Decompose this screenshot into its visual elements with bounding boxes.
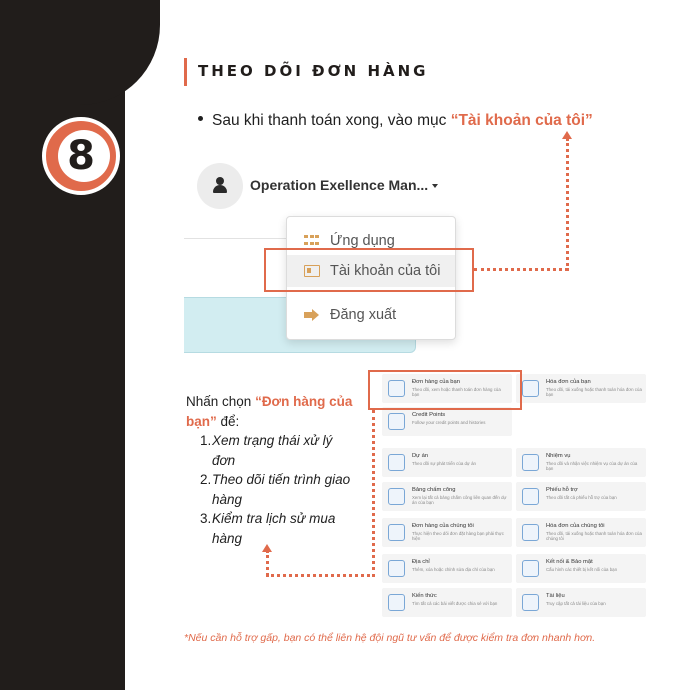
service-desc: Cấu hình các thiết bị kết nối của bạn: [546, 567, 618, 572]
package-icon: [388, 524, 405, 541]
highlight-box-your-orders: [368, 370, 522, 410]
menu-item-label: Tài khoản của tôi: [330, 263, 441, 279]
service-card-timesheets[interactable]: [382, 482, 512, 511]
service-desc: Follow your credit points and histories: [412, 420, 486, 425]
arrow-up-icon: [262, 544, 272, 552]
service-card-credit-points[interactable]: [382, 407, 512, 436]
bullet-dot: [198, 116, 203, 121]
book-icon: [388, 594, 405, 611]
logout-icon: [304, 309, 320, 321]
dotted-connector-right: [372, 410, 375, 577]
bullet-highlight: “Tài khoản của tôi”: [450, 112, 593, 129]
dotted-connector-vertical: [566, 138, 569, 271]
step-index: 3.: [200, 511, 212, 526]
dotted-connector-horizontal: [474, 268, 568, 271]
grid-icon: [304, 235, 320, 247]
service-title: Credit Points: [412, 412, 446, 418]
avatar[interactable]: [197, 163, 243, 209]
bullet-instruction: [198, 112, 593, 130]
menu-item-label: Đăng xuất: [330, 307, 397, 323]
service-card-tasks[interactable]: [516, 448, 646, 477]
step-index: 2.: [200, 472, 212, 487]
instruction-step: [186, 470, 356, 509]
dotted-connector-bottom: [266, 574, 375, 577]
service-desc: Theo dõi, tải xuống hoặc thanh toán hóa đơn của chúng tôi: [546, 531, 642, 542]
order-instructions: [186, 392, 356, 548]
dotted-connector-up: [266, 550, 269, 576]
footnote: *Nếu cần hỗ trợ gấp, bạn có thể liên hệ đội ngũ tư vấn để được kiểm tra đơn nhanh hơn.: [184, 632, 596, 644]
user-icon: [216, 177, 224, 185]
highlight-box-my-account: [264, 248, 474, 292]
arrow-up-icon: [562, 131, 572, 139]
service-title: Hóa đơn của bạn: [546, 379, 591, 385]
user-icon-body: [213, 185, 227, 193]
service-title: Kiến thức: [412, 593, 437, 599]
service-title: Đơn hàng của chúng tôi: [412, 523, 474, 529]
service-title: Kết nối & Bảo mật: [546, 559, 593, 565]
service-desc: Theo dõi, tải xuống hoặc thanh toán hóa đơn của bạn: [546, 387, 642, 398]
antenna-icon: [522, 560, 539, 577]
instruction-highlight: “Đơn hàng của bạn”: [186, 394, 353, 429]
service-card-security[interactable]: [516, 554, 646, 583]
section-title: THEO DÕI ĐƠN HÀNG: [198, 62, 429, 80]
decorative-notch: [80, 0, 160, 105]
bullet-text: Sau khi thanh toán xong, vào mục: [212, 112, 451, 129]
service-title: Đơn hàng của bạn: [412, 379, 460, 385]
service-card-projects[interactable]: [382, 448, 512, 477]
service-title: Nhiệm vụ: [546, 453, 571, 459]
step-text: Theo dõi tiến trình giao hàng: [212, 472, 351, 507]
instruction-prefix: Nhấn chọn: [186, 394, 256, 409]
service-title: Phiếu hỗ trợ: [546, 487, 578, 493]
instruction-steps: [186, 431, 356, 548]
title-accent-bar: [184, 58, 187, 86]
service-desc: Thêm, xóa hoặc chỉnh sửa địa chỉ của bạn: [412, 567, 495, 572]
service-card-purchase-orders[interactable]: [382, 518, 512, 547]
instruction-step: [186, 431, 356, 470]
location-icon: [388, 560, 405, 577]
instruction-suffix: để:: [216, 413, 240, 429]
step-text: Xem trạng thái xử lý đơn: [212, 433, 333, 468]
service-desc: Theo dõi tất cả phiếu hỗ trợ của bạn: [546, 495, 617, 500]
headset-icon: [388, 413, 405, 430]
checklist-icon: [522, 454, 539, 471]
service-card-addresses[interactable]: [382, 554, 512, 583]
step-text: Kiểm tra lịch sử mua hàng: [212, 511, 336, 546]
service-card-invoices[interactable]: [516, 374, 646, 403]
document-icon: [522, 594, 539, 611]
service-title: Địa chỉ: [412, 559, 430, 565]
step-badge: [42, 117, 120, 195]
service-desc: Xem lại tất cả bảng chấm công liên quan đến dự án của bạn: [412, 495, 507, 506]
invoice-icon: [522, 380, 539, 397]
menu-item-label: Ứng dụng: [330, 233, 395, 249]
ticket-icon: [522, 488, 539, 505]
service-card-knowledge[interactable]: [382, 588, 512, 617]
service-title: Tài liệu: [546, 593, 565, 599]
clock-icon: [388, 488, 405, 505]
service-desc: Truy cập tất cả tài liệu của bạn: [546, 601, 606, 606]
service-desc: Thực hiện theo dõi đơn đặt hàng bạn phải thực hiện: [412, 531, 504, 542]
menu-item-logout[interactable]: [287, 299, 455, 331]
service-title: Dự án: [412, 453, 429, 459]
header-divider: [184, 238, 288, 239]
service-card-vendor-bills[interactable]: [516, 518, 646, 547]
service-desc: Tìm tất cả các bài viết được chia sẻ với bạn: [412, 601, 498, 606]
service-desc: Theo dõi sự phát triển của dự án: [412, 461, 476, 466]
service-desc: Theo dõi và nhận việc nhiệm vụ của dự án của bạn: [546, 461, 638, 472]
service-card-documents[interactable]: [516, 588, 646, 617]
service-desc: Theo dõi, xem hoặc thanh toán đơn hàng của bạn: [412, 387, 501, 398]
folder-icon: [388, 454, 405, 471]
step-number: 8: [67, 133, 95, 179]
left-decorative-band: [0, 0, 125, 690]
step-index: 1.: [200, 433, 212, 448]
instruction-step: [186, 509, 356, 548]
instruction-intro: [186, 392, 356, 431]
service-title: Hóa đơn của chúng tôi: [546, 523, 605, 529]
service-card-tickets[interactable]: [516, 482, 646, 511]
service-title: Bảng chấm công: [412, 487, 456, 493]
caret-down-icon[interactable]: [432, 184, 438, 188]
account-name[interactable]: Operation Exellence Man...: [250, 177, 429, 193]
bill-icon: [522, 524, 539, 541]
